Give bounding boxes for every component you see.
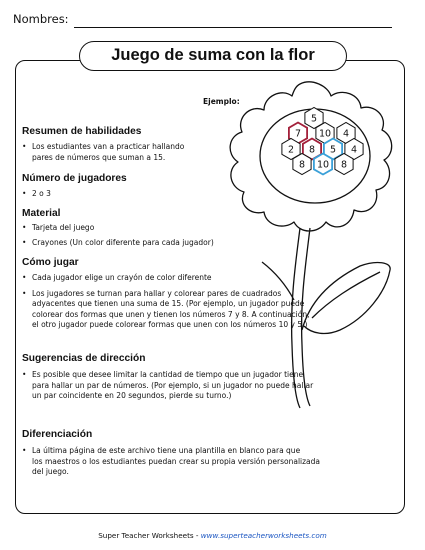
hex-number: 8	[340, 159, 348, 171]
howto-line: adyacentes que tienen una suma de 15. (Por ejemplo, un jugador puede	[32, 299, 305, 308]
differentiation-line: • La última página de este archivo tiene una plantilla en blanco para que	[32, 446, 301, 455]
players-heading: Número de jugadores	[22, 173, 127, 184]
skills-line: pares de números que suman a 15.	[32, 152, 166, 162]
suggestions-line: • Es posible que desee limitar la cantidad de tiempo que un jugador tiene	[32, 370, 304, 379]
suggestions-section	[22, 353, 402, 402]
differentiation-line: los maestros o los estudiantes puedan crear su propia versión personalizada	[32, 456, 321, 466]
hex-number: 2	[287, 144, 295, 156]
footer	[0, 531, 425, 540]
hex-number: 8	[298, 159, 306, 171]
list-item	[22, 142, 222, 163]
howto-section	[22, 257, 402, 331]
list-item	[22, 370, 402, 402]
list-item: • Cada jugador elige un crayón de color diferente	[22, 273, 402, 284]
differentiation-section	[22, 429, 402, 478]
howto-line: colorear dos formas que unen y tienen los números 7 y 8. A continuación,	[32, 309, 310, 319]
differentiation-heading: Diferenciación	[22, 429, 93, 440]
hex-number: 5	[310, 113, 318, 125]
howto-line: • Los jugadores se turnan para hallar y colorear pares de cuadrados	[32, 288, 282, 298]
suggestions-line: para hallar un par de números. (Por ejemplo, si un jugador no puede hallar	[32, 380, 314, 390]
list-item	[22, 289, 402, 331]
hex-number: 5	[329, 144, 337, 156]
hex-number: 4	[350, 144, 358, 156]
material-section	[22, 208, 272, 248]
list-item: • Crayones (Un color diferente para cada jugador)	[22, 238, 272, 249]
howto-heading: Cómo jugar	[22, 257, 79, 268]
names-label: Nombres:	[13, 12, 69, 26]
skills-section	[22, 126, 222, 163]
hex-number: 4	[342, 128, 350, 140]
players-section	[22, 173, 222, 200]
suggestions-line: un par coincidente en 20 segundos, pierde su turno.)	[32, 391, 232, 400]
hex-number: 8	[308, 144, 316, 156]
material-heading: Material	[22, 208, 61, 219]
page-title: Juego de suma con la flor	[79, 41, 347, 71]
hex-number: 7	[294, 128, 302, 140]
list-item: • 2 o 3	[22, 189, 222, 200]
footer-text: Super Teacher Worksheets -	[98, 531, 201, 540]
howto-line: el otro jugador puede colorear formas que unen con los números 10 y 5.)	[32, 320, 308, 329]
footer-link[interactable]: www.superteacherworksheets.com	[200, 531, 327, 540]
suggestions-heading: Sugerencias de dirección	[22, 353, 146, 364]
example-label: Ejemplo:	[203, 97, 240, 106]
names-line[interactable]	[74, 27, 392, 28]
list-item	[22, 446, 402, 478]
list-item: • Tarjeta del juego	[22, 223, 272, 234]
skills-heading: Resumen de habilidades	[22, 126, 142, 137]
skills-line: • Los estudiantes van a practicar hallando	[32, 142, 185, 151]
hex-number: 10	[316, 159, 330, 171]
hex-number: 10	[318, 128, 332, 140]
differentiation-line: del juego.	[32, 467, 69, 476]
